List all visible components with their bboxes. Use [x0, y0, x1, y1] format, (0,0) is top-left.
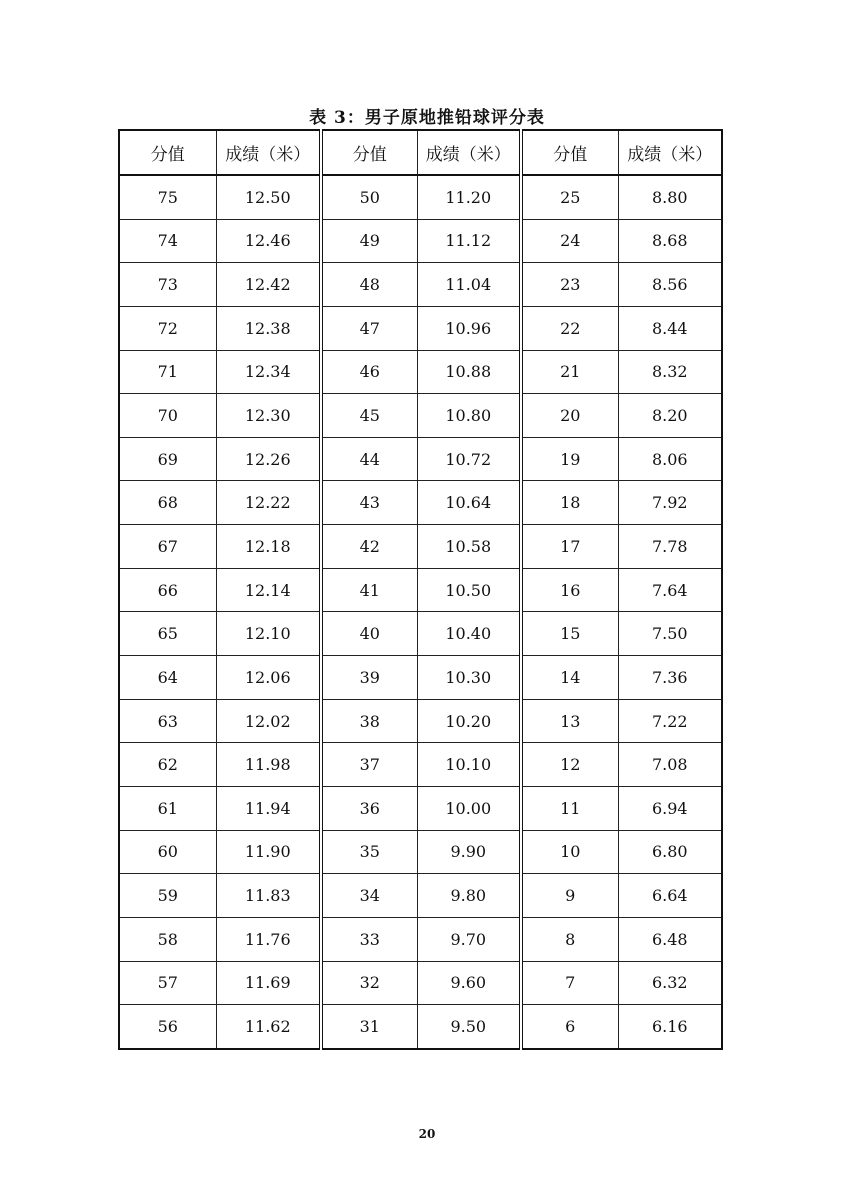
- table-row: [119, 612, 722, 656]
- score-cell: 25: [521, 175, 618, 219]
- result-cell: 8.68: [618, 219, 722, 263]
- score-cell: 9: [521, 874, 618, 918]
- score-cell: 39: [321, 656, 417, 700]
- table-header-row: [119, 130, 722, 175]
- score-cell: 61: [119, 786, 216, 830]
- result-cell: 10.80: [417, 394, 521, 438]
- result-cell: 8.56: [618, 263, 722, 307]
- score-cell: 47: [321, 306, 417, 350]
- table-row: [119, 874, 722, 918]
- result-cell: 8.80: [618, 175, 722, 219]
- score-cell: 58: [119, 917, 216, 961]
- score-cell: 46: [321, 350, 417, 394]
- score-cell: 14: [521, 656, 618, 700]
- result-cell: 10.58: [417, 525, 521, 569]
- table-row: [119, 961, 722, 1005]
- score-cell: 66: [119, 568, 216, 612]
- score-cell: 44: [321, 437, 417, 481]
- result-cell: 11.69: [216, 961, 321, 1005]
- table-row: [119, 917, 722, 961]
- result-cell: 6.64: [618, 874, 722, 918]
- score-cell: 11: [521, 786, 618, 830]
- score-cell: 50: [321, 175, 417, 219]
- score-cell: 69: [119, 437, 216, 481]
- result-cell: 6.16: [618, 1005, 722, 1049]
- table-row: [119, 568, 722, 612]
- score-cell: 7: [521, 961, 618, 1005]
- result-cell: 11.62: [216, 1005, 321, 1049]
- result-cell: 9.50: [417, 1005, 521, 1049]
- result-cell: 11.83: [216, 874, 321, 918]
- score-cell: 71: [119, 350, 216, 394]
- result-cell: 12.26: [216, 437, 321, 481]
- table-row: [119, 699, 722, 743]
- result-cell: 10.10: [417, 743, 521, 787]
- result-cell: 7.92: [618, 481, 722, 525]
- result-cell: 6.48: [618, 917, 722, 961]
- score-cell: 19: [521, 437, 618, 481]
- result-cell: 8.44: [618, 306, 722, 350]
- result-cell: 7.64: [618, 568, 722, 612]
- score-cell: 67: [119, 525, 216, 569]
- header-score: 分值: [521, 130, 618, 175]
- result-cell: 10.00: [417, 786, 521, 830]
- result-cell: 10.20: [417, 699, 521, 743]
- table-body: [119, 175, 722, 1049]
- table-row: [119, 306, 722, 350]
- result-cell: 8.32: [618, 350, 722, 394]
- score-cell: 31: [321, 1005, 417, 1049]
- result-cell: 11.94: [216, 786, 321, 830]
- result-cell: 7.22: [618, 699, 722, 743]
- score-cell: 34: [321, 874, 417, 918]
- result-cell: 11.20: [417, 175, 521, 219]
- result-cell: 12.34: [216, 350, 321, 394]
- score-cell: 13: [521, 699, 618, 743]
- table-row: [119, 437, 722, 481]
- score-cell: 6: [521, 1005, 618, 1049]
- result-cell: 11.98: [216, 743, 321, 787]
- result-cell: 6.80: [618, 830, 722, 874]
- table-title: 表 3：男子原地推铅球评分表: [309, 108, 545, 128]
- result-cell: 12.14: [216, 568, 321, 612]
- score-cell: 68: [119, 481, 216, 525]
- score-cell: 35: [321, 830, 417, 874]
- table-row: [119, 743, 722, 787]
- score-cell: 48: [321, 263, 417, 307]
- result-cell: 7.36: [618, 656, 722, 700]
- result-cell: 12.50: [216, 175, 321, 219]
- score-cell: 17: [521, 525, 618, 569]
- result-cell: 7.50: [618, 612, 722, 656]
- table-row: [119, 481, 722, 525]
- score-cell: 37: [321, 743, 417, 787]
- table-row: [119, 394, 722, 438]
- table-row: [119, 830, 722, 874]
- score-cell: 20: [521, 394, 618, 438]
- score-cell: 18: [521, 481, 618, 525]
- score-cell: 16: [521, 568, 618, 612]
- result-cell: 9.60: [417, 961, 521, 1005]
- table-row: [119, 175, 722, 219]
- score-cell: 41: [321, 568, 417, 612]
- table-row: [119, 525, 722, 569]
- result-cell: 7.78: [618, 525, 722, 569]
- result-cell: 9.90: [417, 830, 521, 874]
- table-row: [119, 350, 722, 394]
- result-cell: 12.22: [216, 481, 321, 525]
- score-cell: 8: [521, 917, 618, 961]
- score-cell: 21: [521, 350, 618, 394]
- result-cell: 11.90: [216, 830, 321, 874]
- score-cell: 22: [521, 306, 618, 350]
- result-cell: 10.50: [417, 568, 521, 612]
- score-cell: 57: [119, 961, 216, 1005]
- score-cell: 74: [119, 219, 216, 263]
- result-cell: 12.42: [216, 263, 321, 307]
- score-cell: 60: [119, 830, 216, 874]
- score-cell: 40: [321, 612, 417, 656]
- score-cell: 75: [119, 175, 216, 219]
- score-cell: 23: [521, 263, 618, 307]
- header-score: 分值: [119, 130, 216, 175]
- result-cell: 8.06: [618, 437, 722, 481]
- result-cell: 10.64: [417, 481, 521, 525]
- score-cell: 42: [321, 525, 417, 569]
- result-cell: 9.70: [417, 917, 521, 961]
- table-row: [119, 1005, 722, 1049]
- score-cell: 45: [321, 394, 417, 438]
- score-cell: 24: [521, 219, 618, 263]
- result-cell: 10.96: [417, 306, 521, 350]
- result-cell: 9.80: [417, 874, 521, 918]
- result-cell: 10.30: [417, 656, 521, 700]
- score-cell: 56: [119, 1005, 216, 1049]
- page-number: 20: [418, 1127, 436, 1141]
- score-cell: 62: [119, 743, 216, 787]
- result-cell: 10.40: [417, 612, 521, 656]
- score-cell: 33: [321, 917, 417, 961]
- result-cell: 10.72: [417, 437, 521, 481]
- result-cell: 12.06: [216, 656, 321, 700]
- header-result: 成绩（米）: [618, 130, 722, 175]
- result-cell: 6.94: [618, 786, 722, 830]
- score-cell: 63: [119, 699, 216, 743]
- score-cell: 36: [321, 786, 417, 830]
- result-cell: 7.08: [618, 743, 722, 787]
- score-cell: 64: [119, 656, 216, 700]
- shot-put-score-table: [118, 129, 723, 1050]
- score-cell: 43: [321, 481, 417, 525]
- table-row: [119, 219, 722, 263]
- score-cell: 38: [321, 699, 417, 743]
- result-cell: 10.88: [417, 350, 521, 394]
- header-score: 分值: [321, 130, 417, 175]
- result-cell: 12.30: [216, 394, 321, 438]
- result-cell: 12.10: [216, 612, 321, 656]
- header-result: 成绩（米）: [216, 130, 321, 175]
- score-cell: 15: [521, 612, 618, 656]
- table-row: [119, 656, 722, 700]
- score-cell: 72: [119, 306, 216, 350]
- result-cell: 12.38: [216, 306, 321, 350]
- score-cell: 59: [119, 874, 216, 918]
- result-cell: 12.02: [216, 699, 321, 743]
- score-cell: 70: [119, 394, 216, 438]
- result-cell: 12.18: [216, 525, 321, 569]
- score-cell: 10: [521, 830, 618, 874]
- header-result: 成绩（米）: [417, 130, 521, 175]
- score-cell: 12: [521, 743, 618, 787]
- result-cell: 11.12: [417, 219, 521, 263]
- score-cell: 32: [321, 961, 417, 1005]
- result-cell: 8.20: [618, 394, 722, 438]
- result-cell: 11.04: [417, 263, 521, 307]
- table-row: [119, 786, 722, 830]
- score-cell: 73: [119, 263, 216, 307]
- score-cell: 49: [321, 219, 417, 263]
- result-cell: 12.46: [216, 219, 321, 263]
- result-cell: 11.76: [216, 917, 321, 961]
- score-cell: 65: [119, 612, 216, 656]
- result-cell: 6.32: [618, 961, 722, 1005]
- table-row: [119, 263, 722, 307]
